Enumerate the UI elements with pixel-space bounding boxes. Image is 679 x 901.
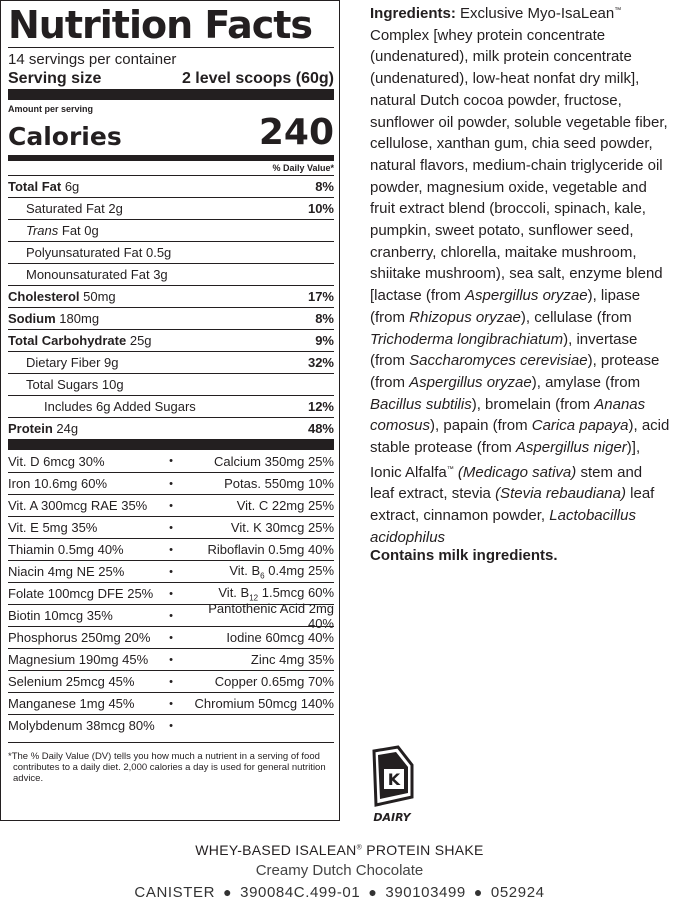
vitamin-row: Biotin 10mcg 35% • Pantothenic Acid 2mg 40% — [8, 600, 334, 631]
vitamin-row: Vit. A 300mcg RAE 35% • Vit. C 22mg 25% — [8, 494, 334, 516]
vitamin-row: Phosphorus 250mg 20% • Iodine 60mcg 40% — [8, 626, 334, 648]
daily-value-header: % Daily Value* — [272, 163, 334, 173]
nutrient-list — [8, 175, 334, 439]
nutrient-row: Dietary Fiber 9g 32% — [8, 351, 334, 373]
nutrient-row: Polyunsaturated Fat 0.5g — [8, 241, 334, 263]
calories-label: Calories — [8, 122, 122, 151]
kosher-letter: K — [387, 770, 401, 789]
vitamin-row: Manganese 1mg 45% • Chromium 50mcg 140% — [8, 692, 334, 714]
ingredients-block: Ingredients: Exclusive Myo-IsaLean™ Complex [whey protein concentrate (undenatured), milk protein concentrate (undenatured), low-heat nonfat dry milk], natural Dutch cocoa powder, fructose, sunflower oil powder, soluble vegetable fiber, cellulose, xanthan gum, chia seed powder, natural flavors, medium-chain triglyceride oil powder, magnesium oxide, vegetable and fruit extract blend (broccoli, spinach, kale, pumpkin, sweet potato, sunflower seed, cranberry, chlorella, maitake mushroom, shiitake mushroom), sea salt, enzyme blend [lactase (from Aspergillus oryzae), lipase (from Rhizopus oryzae), cellulase (from Trichoderma longibrachiatum), invertase (from Saccharomyces cerevisiae), protease (from Aspergillus oryzae), amylase (from Bacillus subtilis), bromelain (from Ananas comosus), papain (from Carica papaya), acid stable protease (from Aspergillus niger)], Ionic Alfalfa™ (Medicago sativa) stem and leaf extract, stevia (Stevia rebaudiana) leaf extract, cinnamon powder, Lactobacillus acidophilus — [370, 5, 670, 546]
nutrient-row: Total Fat 6g 8% — [8, 175, 334, 197]
thick-divider — [8, 89, 334, 100]
nutrient-row: Total Sugars 10g — [8, 373, 334, 395]
nutrition-facts-panel — [0, 0, 340, 821]
nutrient-row: Cholesterol 50mg 17% — [8, 285, 334, 307]
nutrition-facts-title: Nutrition Facts — [8, 3, 334, 48]
serving-size-value: 2 level scoops (60g) — [181, 70, 334, 87]
vitamin-row: Iron 10.6mg 60% • Potas. 550mg 10% — [8, 472, 334, 494]
nutrient-row: Saturated Fat 2g 10% — [8, 197, 334, 219]
nutrient-row: Sodium 180mg 8% — [8, 307, 334, 329]
amount-per-serving: Amount per serving — [8, 104, 94, 114]
nutrient-row: Includes 6g Added Sugars 12% — [8, 395, 334, 417]
product-name: WHEY-BASED ISALEAN® PROTEIN SHAKE — [195, 842, 484, 858]
servings-per-container: 14 servings per container — [8, 51, 177, 68]
vitamin-row: Vit. E 5mg 35% • Vit. K 30mcg 25% — [8, 516, 334, 538]
allergen-statement: Contains milk ingredients. — [370, 547, 558, 564]
vitamin-row: Folate 100mcg DFE 25% • Vit. $B_{12}$ 1.5mcg 60% — [8, 582, 334, 604]
calories-row — [8, 112, 334, 153]
vitamin-row: Thiamin 0.5mg 40% • Riboflavin 0.5mg 40% — [8, 538, 334, 560]
vitamin-row: Selenium 25mcg 45% • Copper 0.65mg 70% — [8, 670, 334, 692]
nutrient-row: Protein 24g 48% — [8, 417, 334, 439]
daily-value-footnote: *The % Daily Value (DV) tells you how much a nutrient in a serving of food contributes to a daily diet. 2,000 calories a day is used for general nutrition advice. — [8, 742, 334, 784]
vitamin-row: Vit. D 6mcg 30% • Calcium 350mg 25% — [8, 453, 334, 469]
serving-size-row — [8, 69, 334, 89]
vitamin-mineral-list — [8, 450, 334, 736]
kosher-dairy-icon — [368, 745, 422, 825]
dairy-word: DAIRY — [373, 811, 411, 824]
vitamin-row: Niacin 4mg NE 25% • Vit. $B_6$ 0.4mg 25% — [8, 560, 334, 582]
nutrient-row: Monounsaturated Fat 3g — [8, 263, 334, 285]
ingredients-label: Ingredients: — [370, 5, 456, 22]
serving-size-label: Serving size — [8, 70, 102, 87]
thick-divider — [8, 439, 334, 450]
nutrient-row: Trans Fat 0g — [8, 219, 334, 241]
product-flavor: Creamy Dutch Chocolate — [255, 862, 424, 879]
calories-value: 240 — [258, 112, 334, 153]
product-codes: CANISTER ● 390084C.499-01 ● 390103499 ● 052924 — [134, 884, 545, 901]
vitamin-row: Magnesium 190mg 45% • Zinc 4mg 35% — [8, 648, 334, 670]
nutrient-row: Total Carbohydrate 25g 9% — [8, 329, 334, 351]
vitamin-row: Molybdenum 38mcg 80% • — [8, 714, 334, 736]
